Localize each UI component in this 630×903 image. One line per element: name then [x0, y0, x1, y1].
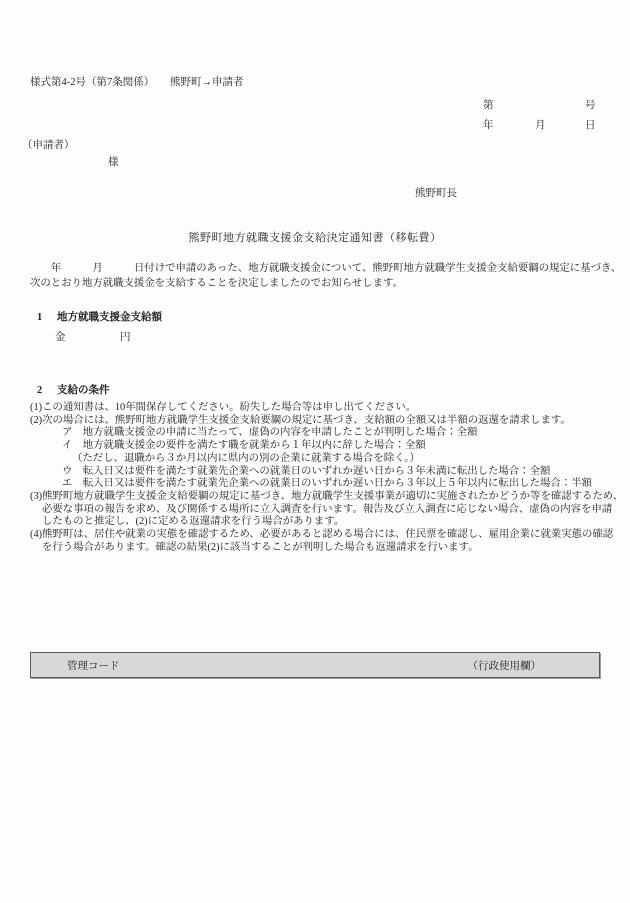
applicant-label: （申請者）	[22, 140, 75, 151]
section1-number: 1	[37, 312, 43, 323]
section1-heading	[37, 311, 162, 324]
date-month-label: 月	[535, 120, 546, 131]
admin-use-label: （行政使用欄）	[467, 660, 541, 672]
intro-line-1: 年 月 日付けで申請のあった、地方就職支援金について、熊野町地方就職学生支援金支給要綱の規定に基づき、	[30, 263, 622, 274]
doc-number-suffix: 号	[585, 100, 596, 111]
condition-line: （ただし、退職から３か月以内に県内の別の企業に就業する場合を除く。）	[72, 452, 420, 464]
intro-paragraph	[30, 261, 622, 291]
admin-code-label: 管理コード	[67, 660, 120, 672]
condition-line: (3)熊野町地方就職学生支援金支給要綱の規定に基づき、地方就職学生支援事業が適切に実施されたかどうか等を確認するため、	[30, 490, 624, 502]
amount-prefix-kin: 金	[55, 332, 66, 343]
condition-line: ア 地方就職支援金の申請に当たって、虚偽の内容を申請したことが判明した場合：全額	[62, 427, 478, 439]
form-number-line: 様式第4-2号（第7条関係） 熊野町→申請者	[30, 77, 244, 88]
condition-line: したものと推定し、(2)に定める返還請求を行う場合があります。	[42, 516, 345, 528]
admin-use-bar	[30, 652, 600, 678]
condition-line: イ 地方就職支援金の要件を満たす職を就業から１年以内に辞した場合：全額	[62, 440, 426, 452]
condition-line: を行う場合があります。確認の結果(2)に該当することが判明した場合も返還請求を行います。	[42, 541, 479, 553]
condition-line: (1)この通知書は、10年間保存してください。紛失した場合等は申し出てください。	[30, 402, 417, 413]
date-year-label: 年	[483, 120, 494, 131]
document-title: 熊野町地方就職支援金支給決定通知書（移転費）	[188, 232, 442, 244]
section1-heading-text: 地方就職支援金支給額	[57, 312, 162, 323]
condition-line: (4)熊野町は、居住や就業の実態を確認するため、必要があると認める場合には、住民票を確認し、雇用企業に就業実態の確認	[30, 529, 614, 541]
intro-line-2: 次のとおり地方就職支援金を支給することを決定しましたのでお知らせします。	[30, 278, 403, 289]
issuer-mayor: 熊野町長	[415, 188, 457, 199]
conditions-list	[30, 402, 624, 554]
condition-line: (2)次の場合には、熊野町地方就職学生支援金支給要綱の規定に基づき、支給額の全額又は半額の返還を請求します。	[30, 414, 571, 426]
condition-line: ウ 転入日又は要件を満たす就業先企業への就業日のいずれか遅い日から３年未満に転出した場合：全額	[62, 465, 551, 477]
doc-number-prefix: 第	[483, 100, 494, 111]
section2-number: 2	[37, 385, 43, 396]
condition-line: エ 転入日又は要件を満たす就業先企業への就業日のいずれか遅い日から３年以上５年以内に転出した場合：半額	[62, 478, 592, 490]
date-day-label: 日	[585, 120, 596, 131]
amount-unit-yen: 円	[120, 332, 131, 343]
condition-line: 必要な事項の報告を求め、及び関係する場所に立入調査を行います。報告及び立入調査に応じない場合、虚偽の内容を申請	[42, 503, 613, 515]
section2-heading-text: 支給の条件	[57, 385, 110, 396]
section2-heading	[37, 384, 110, 397]
honorific-sama: 様	[108, 157, 119, 168]
